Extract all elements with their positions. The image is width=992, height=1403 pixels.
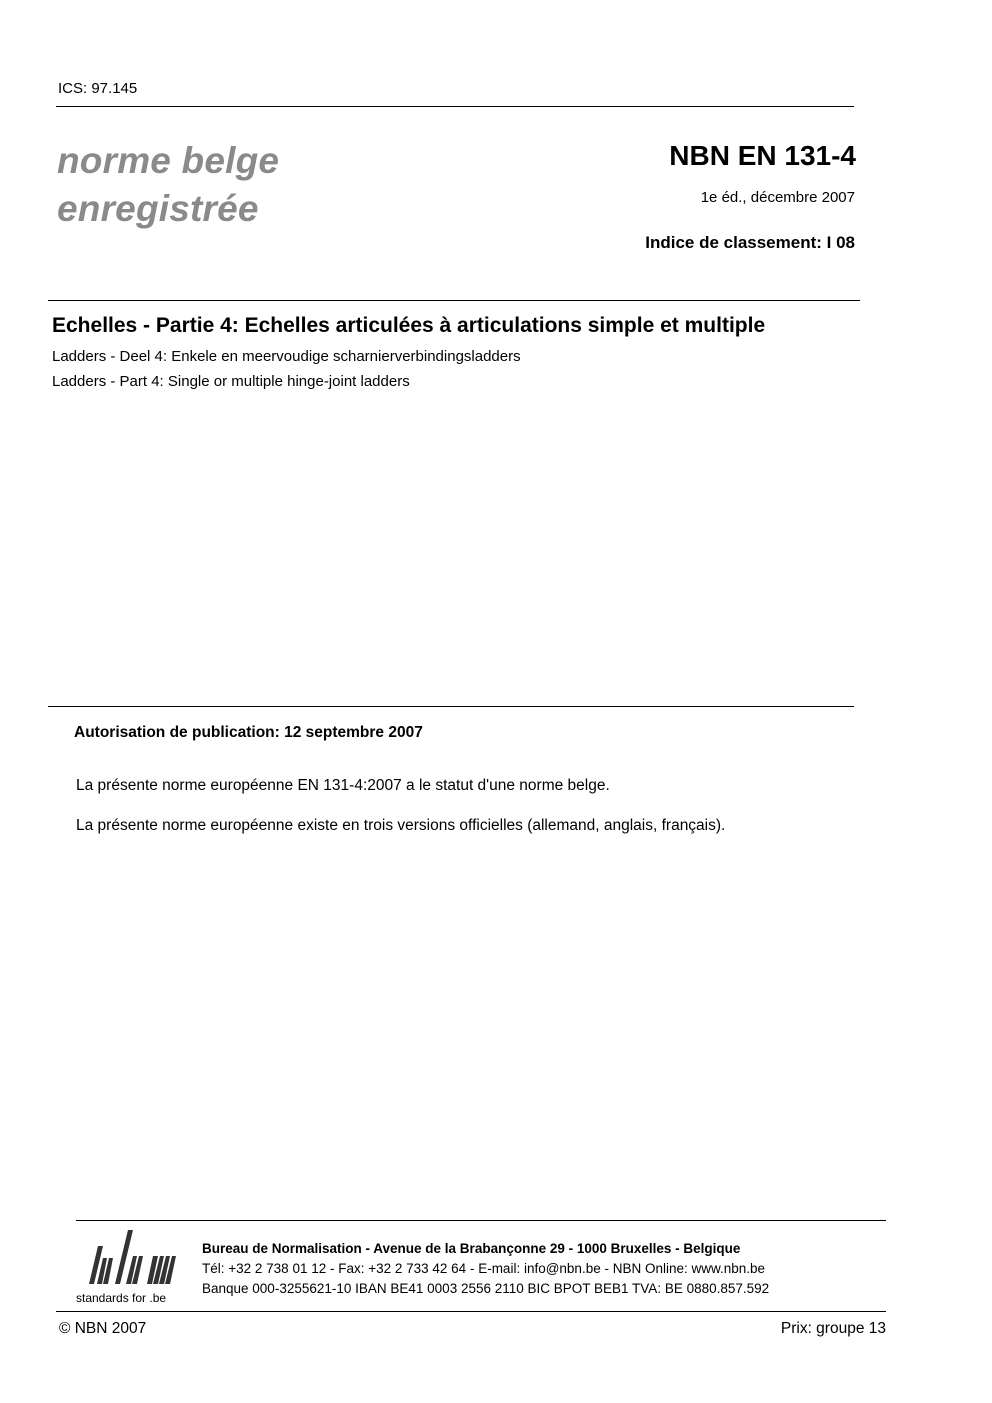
brand-line-1: norme belge (57, 140, 280, 181)
ics-code: ICS: 97.145 (58, 80, 138, 97)
class-index: Indice de classement: I 08 (645, 233, 855, 252)
footer-contact: Tél: +32 2 738 01 12 - Fax: +32 2 733 42 64 - E-mail: info@nbn.be - NBN Online: www.nbn.be (202, 1261, 766, 1276)
footer-bottom-divider (56, 1311, 886, 1312)
nbn-logo-icon (76, 1228, 188, 1308)
footer-bank-details: Banque 000-3255621-10 IBAN BE41 0003 2556 2110 BIC BPOT BEB1 TVA: BE 0880.857.592 (202, 1281, 770, 1296)
title-divider (48, 300, 860, 301)
publication-divider (48, 706, 854, 707)
versions-statement: La présente norme européenne existe en trois versions officielles (allemand, anglais, français). (76, 817, 726, 834)
footer-top-divider (76, 1220, 886, 1221)
nbn-logo-graphic (76, 1228, 188, 1308)
footer-address: Bureau de Normalisation - Avenue de la Brabançonne 29 - 1000 Bruxelles - Belgique (202, 1241, 741, 1256)
edition-date: 1e éd., décembre 2007 (700, 189, 855, 206)
title-french: Echelles - Partie 4: Echelles articulées à articulations simple et multiple (52, 314, 766, 337)
title-dutch: Ladders - Deel 4: Enkele en meervoudige scharnierverbindingsladders (52, 348, 521, 365)
standard-number: NBN EN 131-4 (669, 140, 856, 171)
logo-tagline: standards for .be (76, 1291, 167, 1305)
top-divider (56, 106, 854, 107)
brand-line-2: enregistrée (57, 188, 259, 229)
status-statement: La présente norme européenne EN 131-4:2007 a le statut d'une norme belge. (76, 777, 610, 794)
publication-authorisation: Autorisation de publication: 12 septembre 2007 (74, 724, 423, 741)
title-english: Ladders - Part 4: Single or multiple hinge-joint ladders (52, 373, 410, 390)
copyright: © NBN 2007 (59, 1320, 147, 1337)
price-group: Prix: groupe 13 (780, 1320, 886, 1337)
